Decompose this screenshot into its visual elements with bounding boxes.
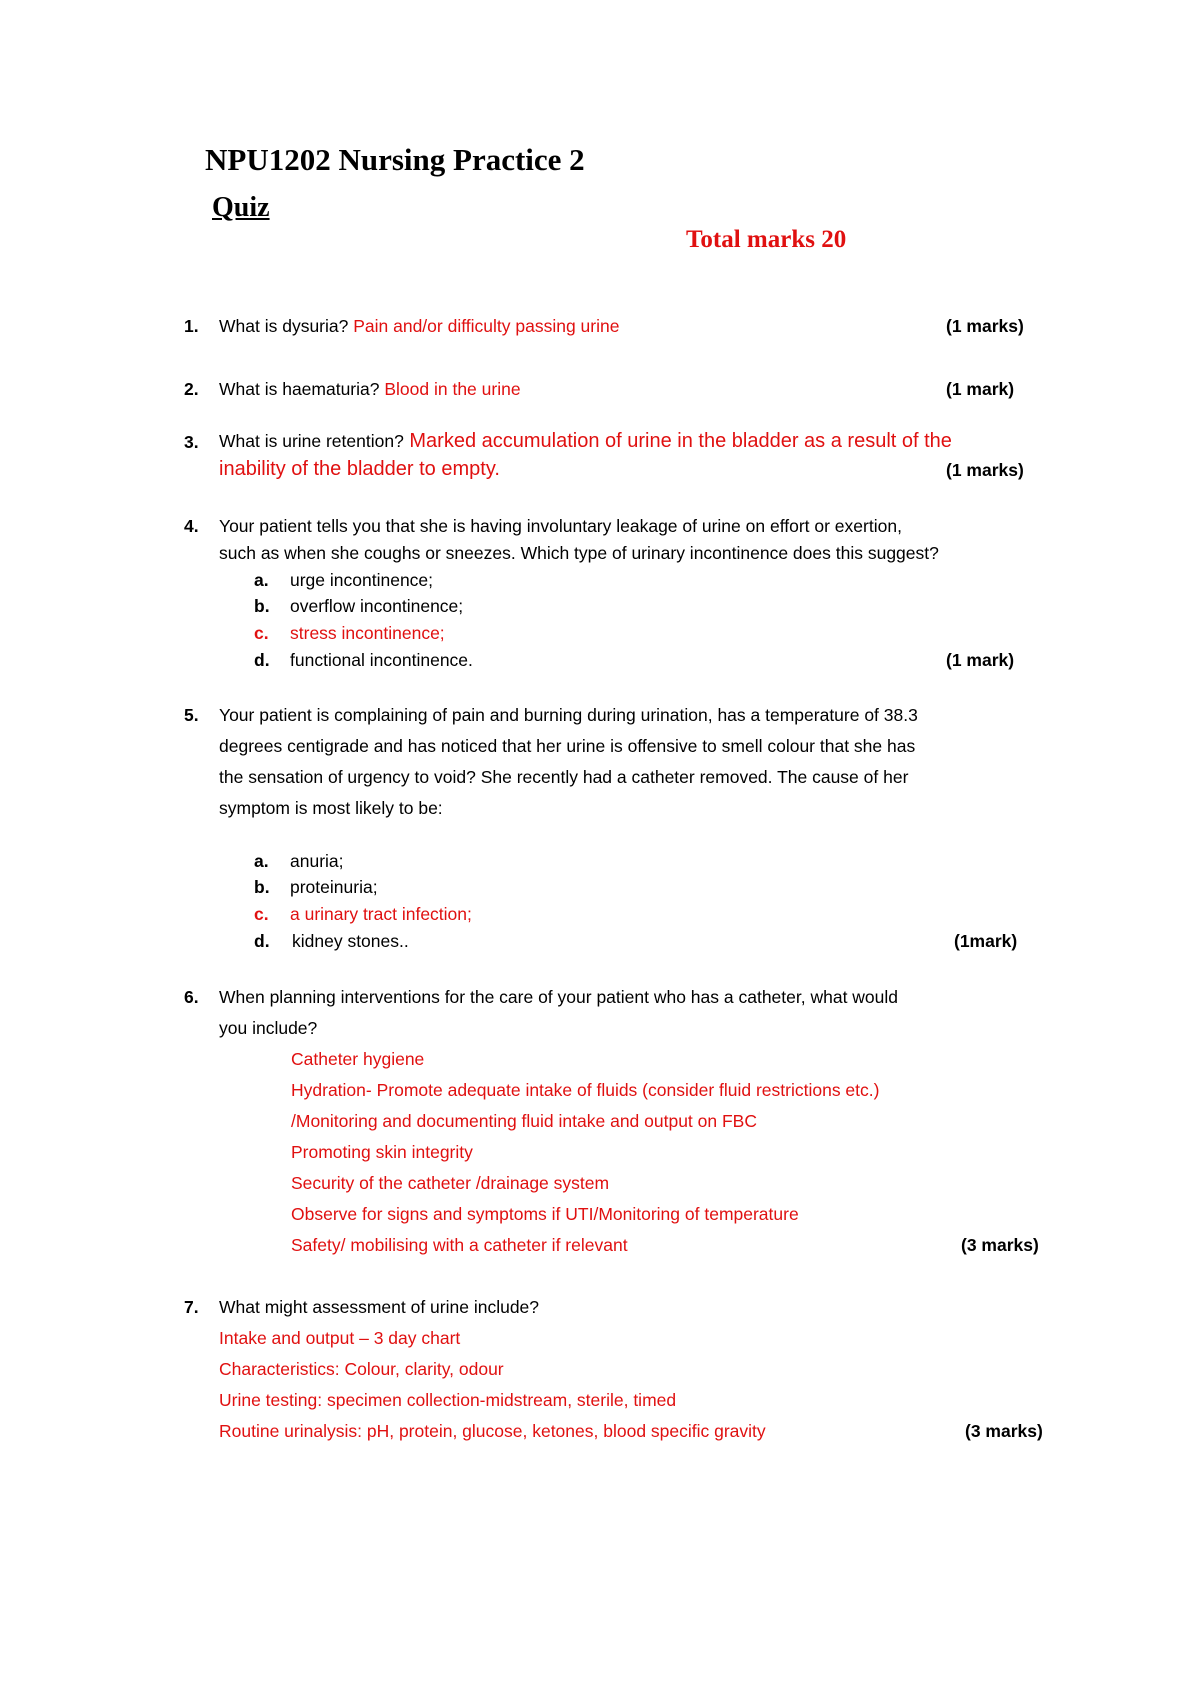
question-text-line: you include? <box>219 1018 318 1038</box>
option-letter: b. <box>254 877 270 897</box>
option-text: overflow incontinence; <box>290 596 464 616</box>
option-letter: b. <box>254 596 270 616</box>
question-number: 4. <box>184 516 199 536</box>
marks-label: (3 marks) <box>965 1421 1043 1441</box>
marks-label: (1mark) <box>954 931 1018 951</box>
option-letter: d. <box>254 650 270 670</box>
answer-item: Urine testing: specimen collection-midstream, sterile, timed <box>219 1390 677 1410</box>
option-text-correct: stress incontinence; <box>290 623 445 643</box>
question-text-line: What might assessment of urine include? <box>219 1297 540 1317</box>
question-text-line: the sensation of urgency to void? She recently had a catheter removed. The cause of her <box>219 767 909 787</box>
option-letter: d. <box>254 931 270 951</box>
marks-label: (1 marks) <box>946 460 1024 480</box>
answer-item: Hydration- Promote adequate intake of fluids (consider fluid restrictions etc.) <box>291 1080 880 1100</box>
question-text <box>219 431 952 451</box>
answer-text-continued: inability of the bladder to empty. <box>219 458 500 480</box>
question-text-line: Your patient tells you that she is having involuntary leakage of urine on effort or exertion, <box>219 516 902 536</box>
question-prompt: What is urine retention? <box>219 431 404 451</box>
marks-label: (1 marks) <box>946 316 1024 336</box>
question-text <box>219 381 521 399</box>
option-text: functional incontinence. <box>290 650 473 670</box>
answer-item: Catheter hygiene <box>291 1049 425 1069</box>
question-number: 3. <box>184 432 199 452</box>
question-number: 6. <box>184 987 199 1007</box>
option-text-correct: a urinary tract infection; <box>290 904 472 924</box>
question-text <box>219 318 619 336</box>
question-text-line: symptom is most likely to be: <box>219 798 443 818</box>
total-marks: Total marks 20 <box>686 226 847 253</box>
document-title: NPU1202 Nursing Practice 2 <box>205 142 585 177</box>
option-letter-correct: c. <box>254 904 269 924</box>
question-text-line: When planning interventions for the care of your patient who has a catheter, what would <box>219 987 899 1007</box>
answer-text: Marked accumulation of urine in the bladder as a result of the <box>403 430 952 452</box>
option-text: proteinuria; <box>290 877 378 897</box>
option-text: urge incontinence; <box>290 570 434 590</box>
question-text-line: such as when she coughs or sneezes. Which type of urinary incontinence does this suggest? <box>219 543 939 563</box>
answer-item: Intake and output – 3 day chart <box>219 1328 461 1348</box>
option-text: kidney stones.. <box>292 931 409 951</box>
question-number: 7. <box>184 1297 199 1317</box>
question-prompt: What is haematuria? <box>219 379 380 399</box>
answer-item: Observe for signs and symptoms if UTI/Monitoring of temperature <box>291 1204 799 1224</box>
question-prompt: What is dysuria? <box>219 316 349 336</box>
option-letter: a. <box>254 570 269 590</box>
answer-item: Safety/ mobilising with a catheter if relevant <box>291 1235 628 1255</box>
marks-label: (1 mark) <box>946 650 1015 670</box>
answer-item: Promoting skin integrity <box>291 1142 473 1162</box>
answer-text: Blood in the urine <box>379 379 521 399</box>
question-number: 2. <box>184 379 199 399</box>
answer-item: Security of the catheter /drainage system <box>291 1173 610 1193</box>
question-number: 5. <box>184 705 199 725</box>
question-number: 1. <box>184 316 199 336</box>
marks-label: (1 mark) <box>946 379 1015 399</box>
option-letter-correct: c. <box>254 623 269 643</box>
answer-item: /Monitoring and documenting fluid intake and output on FBC <box>291 1111 757 1131</box>
question-text-line: degrees centigrade and has noticed that her urine is offensive to smell colour that she has <box>219 736 916 756</box>
answer-item: Routine urinalysis: pH, protein, glucose, ketones, blood specific gravity <box>219 1421 766 1441</box>
quiz-heading: Quiz <box>212 192 270 223</box>
option-text: anuria; <box>290 851 344 871</box>
option-letter: a. <box>254 851 269 871</box>
marks-label: (3 marks) <box>961 1235 1039 1255</box>
question-text-line: Your patient is complaining of pain and burning during urination, has a temperature of 38.3 <box>219 705 918 725</box>
answer-text: Pain and/or difficulty passing urine <box>348 316 620 336</box>
answer-item: Characteristics: Colour, clarity, odour <box>219 1359 504 1379</box>
